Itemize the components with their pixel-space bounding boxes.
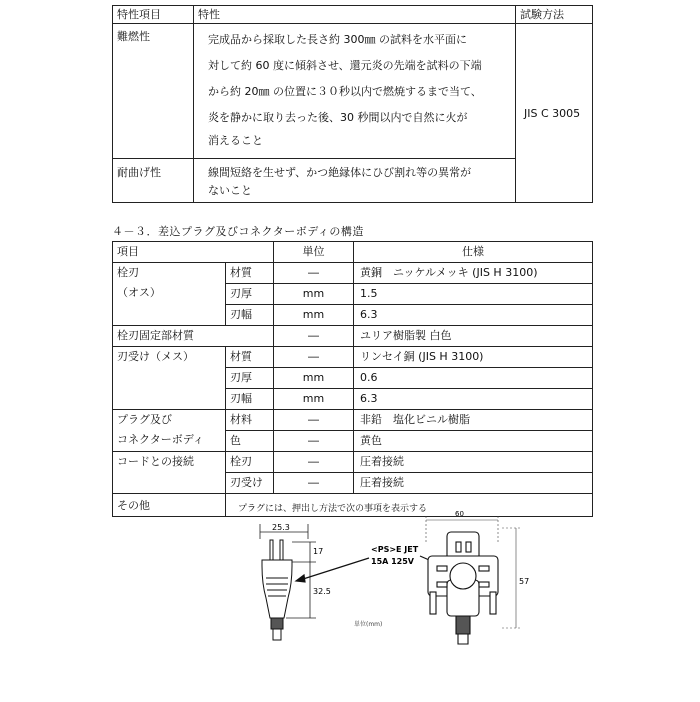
plug-icon — [262, 540, 292, 640]
properties-header-row — [113, 6, 593, 24]
sub-item: 材質 — [226, 347, 274, 368]
table-row — [113, 347, 593, 368]
header-item: 特性項目 — [113, 6, 194, 24]
flammability-label: 難燃性 — [113, 24, 194, 159]
bending-line: 線間短絡を生せず、かつ絶縁体にひび割れ等の異常が — [208, 166, 472, 179]
unit-note: 単位(mm) — [354, 621, 383, 628]
header-test-method: 試験方法 — [516, 6, 593, 24]
cord-connection-label: コードとの接続 — [113, 452, 226, 494]
unit-cell: ― — [274, 473, 354, 494]
spec-cell: ユリア樹脂製 白色 — [354, 326, 593, 347]
structure-table — [112, 241, 593, 628]
spec-cell: 6.3 — [354, 305, 593, 326]
dim-label-17: 17 — [313, 547, 324, 556]
table-row — [113, 326, 593, 347]
blade-label-line1: 栓刃 — [117, 266, 139, 279]
flammability-line: 炎を静かに取り去った後、30 秒間以内で自然に火が — [208, 111, 468, 124]
spec-cell: リンセイ銅 (JIS H 3100) — [354, 347, 593, 368]
bending-label: 耐曲げ性 — [113, 159, 194, 203]
table-row — [113, 263, 593, 284]
dim-label-25-3: 25.3 — [272, 523, 290, 532]
dim-label-32-5: 32.5 — [313, 587, 331, 596]
spec-cell: 圧着接続 — [354, 473, 593, 494]
flammability-line: 完成品から採取した長さ約 300㎜ の試料を水平面に — [208, 33, 467, 46]
blade-label — [113, 263, 226, 326]
bending-line: ないこと — [208, 184, 252, 197]
dimension-connector-height — [502, 528, 520, 628]
connector-body-icon — [428, 532, 498, 644]
plug-figure-cell — [226, 494, 593, 628]
receptacle-label: 刃受け（メス） — [113, 347, 226, 410]
spec-cell: 圧着接続 — [354, 452, 593, 473]
header-unit: 単位 — [274, 242, 354, 263]
flammability-description — [194, 24, 516, 159]
header-property: 特性 — [194, 6, 516, 24]
figure-note: プラグには、押出し方法で次の事項を表示する — [238, 504, 428, 514]
marking-arrow-left — [296, 558, 369, 582]
bending-description — [194, 159, 516, 203]
structure-header-row — [113, 242, 593, 263]
flammability-row — [113, 24, 593, 159]
unit-cell: mm — [274, 368, 354, 389]
plug-diagram — [226, 494, 546, 702]
spec-cell: 黄色 — [354, 431, 593, 452]
plug-body-label — [113, 410, 226, 452]
unit-cell: ― — [274, 410, 354, 431]
spec-cell: 非鉛 塩化ビニル樹脂 — [354, 410, 593, 431]
unit-cell: mm — [274, 305, 354, 326]
table-row — [113, 494, 593, 517]
blade-label-line2: （オス） — [117, 286, 161, 299]
blade-fixing-label: 栓刃固定部材質 — [113, 326, 274, 347]
plug-body-label-line2: コネクターボディ — [117, 433, 204, 446]
other-label: その他 — [113, 494, 226, 517]
marking-line-2: 15A 125V — [371, 557, 414, 566]
marking-line-1: <PS>E JET — [371, 545, 419, 554]
sub-item: 刃厚 — [226, 368, 274, 389]
sub-item: 色 — [226, 431, 274, 452]
header-spec: 仕様 — [354, 242, 593, 263]
spec-cell: 0.6 — [354, 368, 593, 389]
spec-cell: 1.5 — [354, 284, 593, 305]
plug-body-label-line1: プラグ及び — [117, 413, 172, 426]
properties-table — [112, 5, 593, 203]
sub-item: 刃厚 — [226, 284, 274, 305]
table-row — [113, 410, 593, 431]
sub-item: 材質 — [226, 263, 274, 284]
flammability-line: 消えること — [208, 134, 263, 147]
unit-cell: ― — [274, 347, 354, 368]
dim-label-57: 57 — [519, 577, 530, 586]
unit-cell: ― — [274, 452, 354, 473]
flammability-line: から約 20㎜ の位置に３０秒以内で燃焼するまで当て、 — [208, 85, 482, 98]
unit-cell: mm — [274, 389, 354, 410]
sub-item: 栓刃 — [226, 452, 274, 473]
test-method-value: JIS C 3005 — [516, 24, 593, 203]
unit-cell: ― — [274, 431, 354, 452]
spec-cell: 6.3 — [354, 389, 593, 410]
sub-item: 刃受け — [226, 473, 274, 494]
sub-item: 材料 — [226, 410, 274, 431]
unit-cell: mm — [274, 284, 354, 305]
unit-cell: ― — [274, 263, 354, 284]
flammability-line: 対して約 60 度に傾斜させ、還元炎の先端を試料の下端 — [208, 59, 482, 72]
section-title: ４－３．差込プラグ及びコネクターボディの構造 — [112, 225, 364, 238]
header-item: 項目 — [113, 242, 274, 263]
dim-label-60: 60 — [455, 510, 464, 518]
spec-cell: 黄銅 ニッケルメッキ (JIS H 3100) — [354, 263, 593, 284]
table-row — [113, 452, 593, 473]
sub-item: 刃幅 — [226, 305, 274, 326]
unit-cell: ― — [274, 326, 354, 347]
sub-item: 刃幅 — [226, 389, 274, 410]
